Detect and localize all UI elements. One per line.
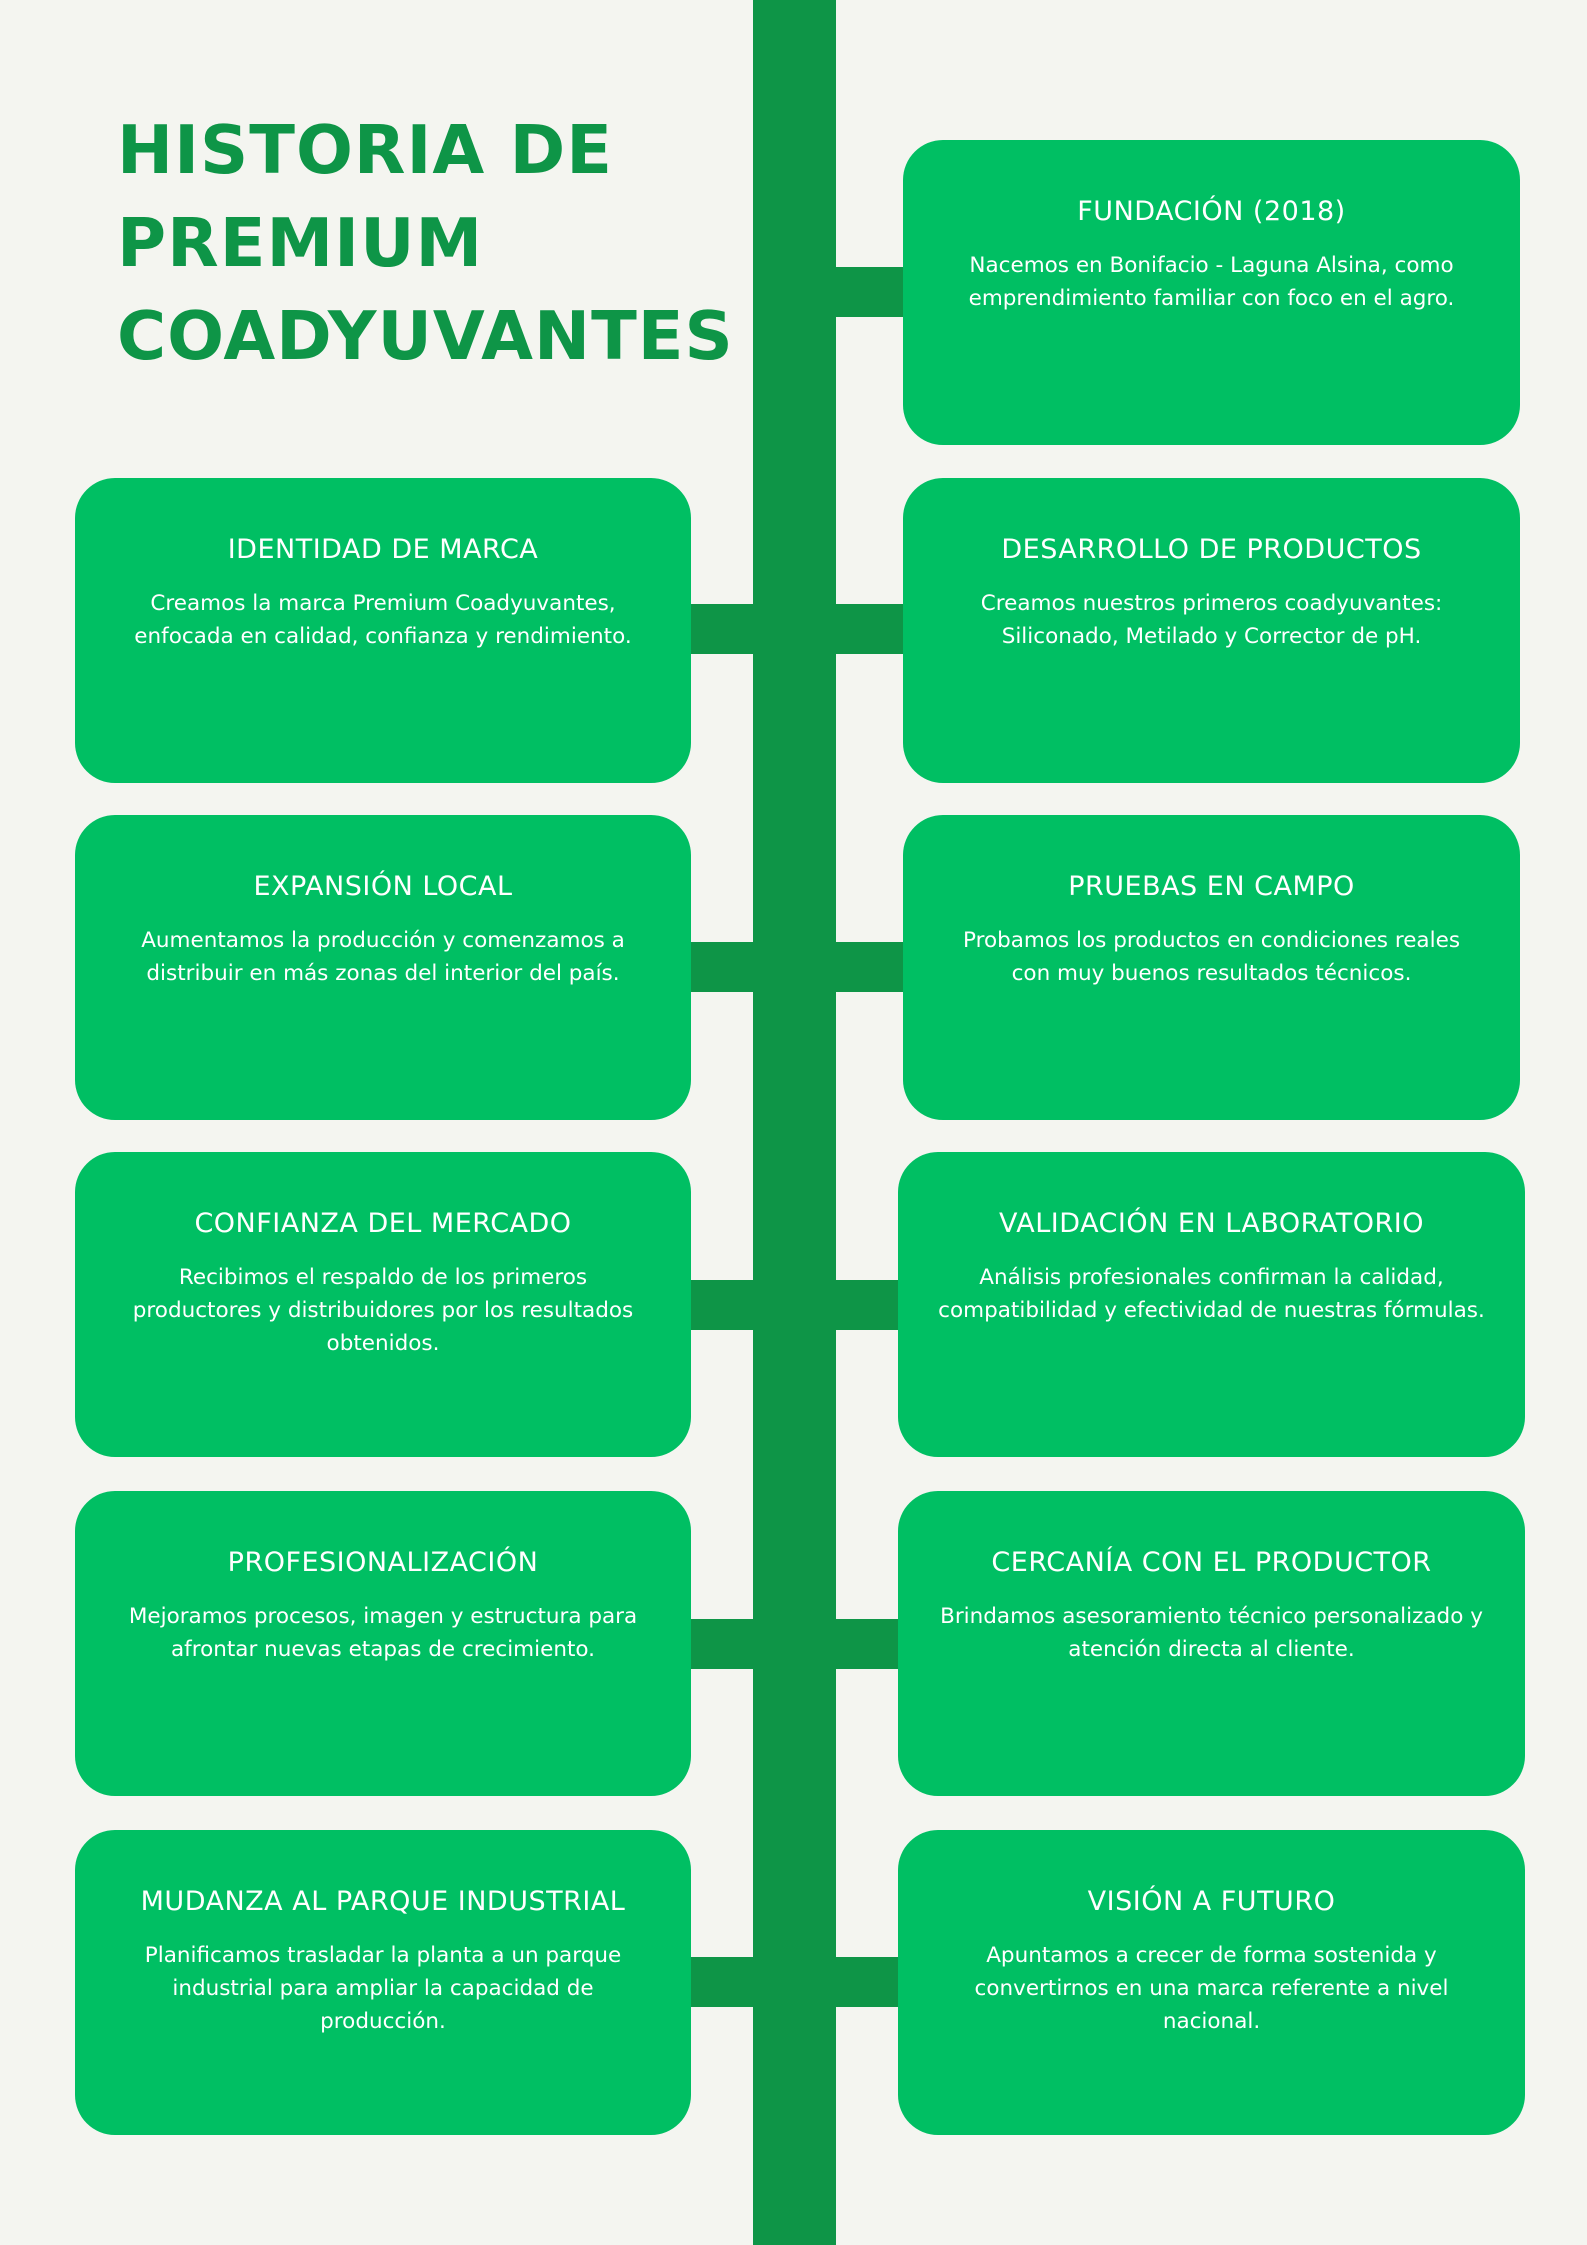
connector-vision bbox=[836, 1957, 898, 2007]
card-title: CONFIANZA DEL MERCADO bbox=[194, 1208, 572, 1239]
timeline-card-mudanza-al-parque-industrial bbox=[75, 1830, 691, 2135]
page-title-line-3: COADYUVANTES bbox=[117, 297, 734, 375]
page-title-line-1: HISTORIA DE bbox=[117, 111, 613, 189]
card-text: Nacemos en Bonifacio - Laguna Alsina, como emprendimiento familiar con foco en el agro. bbox=[968, 253, 1455, 311]
card-text: Aumentamos la producción y comenzamos a distribuir en más zonas del interior del país. bbox=[141, 928, 625, 986]
timeline-card-desarrollo-de-productos bbox=[903, 478, 1520, 783]
card-text: Creamos nuestros primeros coadyuvantes: Siliconado, Metilado y Corrector de pH. bbox=[980, 591, 1443, 649]
timeline-card-identidad-de-marca bbox=[75, 478, 691, 783]
connector-validacion bbox=[836, 1280, 898, 1330]
connector-desarrollo bbox=[836, 604, 903, 654]
connector-mudanza bbox=[691, 1957, 753, 2007]
card-text: Brindamos asesoramiento técnico personalizado y atención directa al cliente. bbox=[940, 1604, 1483, 1662]
card-title: DESARROLLO DE PRODUCTOS bbox=[1001, 534, 1422, 565]
connector-fundacion bbox=[836, 267, 903, 317]
card-text: Planificamos trasladar la planta a un parque industrial para ampliar la capacidad de producción. bbox=[144, 1943, 622, 2034]
card-title: EXPANSIÓN LOCAL bbox=[253, 871, 513, 902]
card-title: VISIÓN A FUTURO bbox=[1087, 1886, 1336, 1917]
card-text: Mejoramos procesos, imagen y estructura para afrontar nuevas etapas de crecimiento. bbox=[128, 1604, 638, 1662]
card-title: IDENTIDAD DE MARCA bbox=[227, 534, 539, 565]
timeline-card-expansion-local bbox=[75, 815, 691, 1120]
connector-expansion bbox=[691, 942, 753, 992]
timeline-card-pruebas-en-campo bbox=[903, 815, 1520, 1120]
card-text: Recibimos el respaldo de los primeros productores y distribuidores por los resultados obtenidos. bbox=[132, 1265, 634, 1356]
page-title-line-2: PREMIUM bbox=[117, 204, 484, 282]
page-title bbox=[117, 104, 734, 383]
timeline-card-profesionalizacion bbox=[75, 1491, 691, 1796]
card-title: CERCANÍA CON EL PRODUCTOR bbox=[991, 1547, 1432, 1578]
connector-cercania bbox=[836, 1619, 898, 1669]
timeline-card-cercania-con-el-productor bbox=[898, 1491, 1525, 1796]
card-text: Creamos la marca Premium Coadyuvantes, enfocada en calidad, confianza y rendimiento. bbox=[134, 591, 632, 649]
connector-profesionalizacion bbox=[691, 1619, 753, 1669]
card-title: VALIDACIÓN EN LABORATORIO bbox=[999, 1208, 1424, 1239]
connector-pruebas bbox=[836, 942, 903, 992]
card-title: PRUEBAS EN CAMPO bbox=[1068, 871, 1355, 902]
timeline-spine bbox=[753, 0, 836, 2245]
card-title: FUNDACIÓN (2018) bbox=[1077, 196, 1346, 227]
timeline-card-fundacion bbox=[903, 140, 1520, 445]
timeline-card-validacion-en-laboratorio bbox=[898, 1152, 1525, 1457]
card-text: Análisis profesionales confirman la calidad, compatibilidad y efectividad de nuestras fórmulas. bbox=[938, 1265, 1485, 1323]
card-title: MUDANZA AL PARQUE INDUSTRIAL bbox=[140, 1886, 626, 1917]
connector-confianza bbox=[691, 1280, 753, 1330]
timeline-card-confianza-del-mercado bbox=[75, 1152, 691, 1457]
connector-identidad bbox=[691, 604, 753, 654]
timeline-card-vision-a-futuro bbox=[898, 1830, 1525, 2135]
card-title: PROFESIONALIZACIÓN bbox=[227, 1547, 539, 1578]
card-text: Apuntamos a crecer de forma sostenida y convertirnos en una marca referente a nivel nacional. bbox=[974, 1943, 1449, 2034]
card-text: Probamos los productos en condiciones reales con muy buenos resultados técnicos. bbox=[962, 928, 1461, 986]
